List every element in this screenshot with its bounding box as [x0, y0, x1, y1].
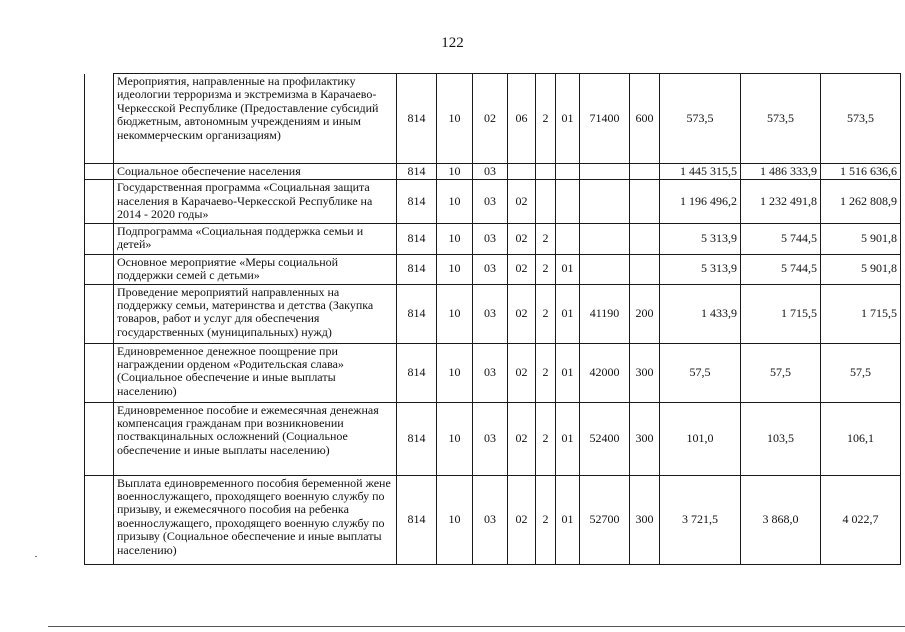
code-cell-adm: 814 [397, 475, 437, 564]
code-cell-p4: 71400 [580, 74, 630, 164]
code-cell-pr: 03 [473, 180, 508, 223]
page-number: 122 [441, 35, 464, 51]
code-cell-rz: 10 [437, 164, 473, 180]
amount-cell-y2: 1 486 333,9 [741, 164, 821, 180]
code-cell-p1: 02 [508, 475, 536, 564]
table-row [85, 343, 901, 402]
code-cell-adm: 814 [397, 74, 437, 164]
code-cell-p1: 06 [508, 74, 536, 164]
amount-cell-y3: 106,1 [821, 402, 901, 475]
code-cell-pr: 03 [473, 402, 508, 475]
code-cell-vr: 300 [630, 402, 660, 475]
code-cell-p2 [536, 164, 556, 180]
amount-cell-y3: 57,5 [821, 343, 901, 402]
row-margin-cell [85, 164, 114, 180]
code-cell-p2: 2 [536, 343, 556, 402]
amount-cell-y2: 5 744,5 [741, 254, 821, 284]
code-cell-rz: 10 [437, 180, 473, 223]
code-cell-adm: 814 [397, 180, 437, 223]
amount-cell-y1: 5 313,9 [660, 254, 741, 284]
row-margin-cell [85, 180, 114, 223]
code-cell-vr [630, 164, 660, 180]
row-name-cell: Основное мероприятие «Меры социальной поддержки семей с детьми» [114, 254, 397, 284]
code-cell-p3: 01 [556, 402, 580, 475]
code-cell-p4 [580, 180, 630, 223]
code-cell-p3: 01 [556, 74, 580, 164]
row-margin-cell [85, 402, 114, 475]
code-cell-vr: 200 [630, 284, 660, 343]
code-cell-adm: 814 [397, 223, 437, 254]
amount-cell-y1: 101,0 [660, 402, 741, 475]
code-cell-p3 [556, 223, 580, 254]
page-bottom-rule [48, 626, 905, 627]
amount-cell-y2: 103,5 [741, 402, 821, 475]
budget-table [84, 73, 901, 565]
code-cell-p2 [536, 180, 556, 223]
code-cell-pr: 03 [473, 343, 508, 402]
table-row [85, 475, 901, 564]
code-cell-vr: 600 [630, 74, 660, 164]
table-row [85, 402, 901, 475]
table-row [85, 254, 901, 284]
row-margin-cell [85, 343, 114, 402]
code-cell-p1: 02 [508, 223, 536, 254]
row-name-cell: Единовременное пособие и ежемесячная денежная компенсация гражданам при возникновении поствакцинальных осложнений (Социальное обеспечение и иные выплаты населению) [114, 402, 397, 475]
code-cell-p4 [580, 164, 630, 180]
amount-cell-y1: 1 445 315,5 [660, 164, 741, 180]
code-cell-p2: 2 [536, 254, 556, 284]
code-cell-p4: 41190 [580, 284, 630, 343]
row-name-cell: Единовременное денежное поощрение при награждении орденом «Родительская слава» (Социальное обеспечение и иные выплаты населению) [114, 343, 397, 402]
code-cell-p4 [580, 254, 630, 284]
row-name-cell: Социальное обеспечение населения [114, 164, 397, 180]
row-margin-cell [85, 74, 114, 164]
code-cell-rz: 10 [437, 475, 473, 564]
table-row [85, 74, 901, 164]
code-cell-p4: 42000 [580, 343, 630, 402]
amount-cell-y3: 5 901,8 [821, 254, 901, 284]
table-row [85, 180, 901, 223]
code-cell-p1: 02 [508, 402, 536, 475]
code-cell-pr: 03 [473, 164, 508, 180]
code-cell-p3: 01 [556, 254, 580, 284]
code-cell-p2: 2 [536, 223, 556, 254]
code-cell-p3: 01 [556, 284, 580, 343]
code-cell-p3 [556, 180, 580, 223]
code-cell-adm: 814 [397, 164, 437, 180]
amount-cell-y1: 57,5 [660, 343, 741, 402]
code-cell-p2: 2 [536, 402, 556, 475]
row-name-cell: Подпрограмма «Социальная поддержка семьи и детей» [114, 223, 397, 254]
amount-cell-y3: 573,5 [821, 74, 901, 164]
amount-cell-y2: 57,5 [741, 343, 821, 402]
table-row [85, 284, 901, 343]
amount-cell-y1: 5 313,9 [660, 223, 741, 254]
amount-cell-y2: 1 715,5 [741, 284, 821, 343]
amount-cell-y2: 1 232 491,8 [741, 180, 821, 223]
row-name-cell: Мероприятия, направленные на профилактику идеологии терроризма и экстремизма в Карачаево-Черкесской Республике (Предоставление субсидий бюджетным, автономным учреждениям и иным некоммерческим организациям) [114, 74, 397, 164]
code-cell-adm: 814 [397, 254, 437, 284]
table-row [85, 223, 901, 254]
amount-cell-y2: 573,5 [741, 74, 821, 164]
code-cell-pr: 03 [473, 254, 508, 284]
amount-cell-y3: 4 022,7 [821, 475, 901, 564]
code-cell-rz: 10 [437, 402, 473, 475]
code-cell-p4: 52700 [580, 475, 630, 564]
code-cell-p2: 2 [536, 475, 556, 564]
row-margin-cell [85, 475, 114, 564]
code-cell-vr [630, 254, 660, 284]
code-cell-pr: 03 [473, 475, 508, 564]
amount-cell-y2: 5 744,5 [741, 223, 821, 254]
code-cell-p4 [580, 223, 630, 254]
code-cell-rz: 10 [437, 254, 473, 284]
amount-cell-y3: 1 516 636,6 [821, 164, 901, 180]
amount-cell-y1: 1 196 496,2 [660, 180, 741, 223]
amount-cell-y1: 3 721,5 [660, 475, 741, 564]
amount-cell-y3: 5 901,8 [821, 223, 901, 254]
code-cell-p1: 02 [508, 180, 536, 223]
row-name-cell: Государственная программа «Социальная защита населения в Карачаево-Черкесской Республике на 2014 - 2020 годы» [114, 180, 397, 223]
amount-cell-y1: 573,5 [660, 74, 741, 164]
code-cell-vr [630, 223, 660, 254]
code-cell-p1: 02 [508, 343, 536, 402]
code-cell-p3 [556, 164, 580, 180]
row-margin-cell [85, 254, 114, 284]
code-cell-rz: 10 [437, 343, 473, 402]
scan-speck [35, 556, 37, 557]
code-cell-p1: 02 [508, 284, 536, 343]
code-cell-rz: 10 [437, 284, 473, 343]
amount-cell-y2: 3 868,0 [741, 475, 821, 564]
code-cell-rz: 10 [437, 74, 473, 164]
code-cell-p1 [508, 164, 536, 180]
code-cell-adm: 814 [397, 343, 437, 402]
code-cell-p2: 2 [536, 74, 556, 164]
code-cell-pr: 02 [473, 74, 508, 164]
code-cell-vr [630, 180, 660, 223]
code-cell-p3: 01 [556, 475, 580, 564]
code-cell-adm: 814 [397, 284, 437, 343]
code-cell-vr: 300 [630, 475, 660, 564]
table-row [85, 164, 901, 180]
code-cell-vr: 300 [630, 343, 660, 402]
code-cell-p1: 02 [508, 254, 536, 284]
code-cell-adm: 814 [397, 402, 437, 475]
code-cell-pr: 03 [473, 223, 508, 254]
code-cell-p2: 2 [536, 284, 556, 343]
amount-cell-y3: 1 262 808,9 [821, 180, 901, 223]
row-margin-cell [85, 223, 114, 254]
code-cell-rz: 10 [437, 223, 473, 254]
row-margin-cell [85, 284, 114, 343]
row-name-cell: Проведение мероприятий направленных на поддержку семьи, материнства и детства (Закупка товаров, работ и услуг для обеспечения государственных (муниципальных) нужд) [114, 284, 397, 343]
amount-cell-y1: 1 433,9 [660, 284, 741, 343]
code-cell-p3: 01 [556, 343, 580, 402]
code-cell-pr: 03 [473, 284, 508, 343]
row-name-cell: Выплата единовременного пособия беременной жене военнослужащего, проходящего военную службу по призыву, и ежемесячного пособия на ребенка военнослужащего, проходящего военную службу по призыву (Социальное обеспечение и иные выплаты населению) [114, 475, 397, 564]
amount-cell-y3: 1 715,5 [821, 284, 901, 343]
code-cell-p4: 52400 [580, 402, 630, 475]
